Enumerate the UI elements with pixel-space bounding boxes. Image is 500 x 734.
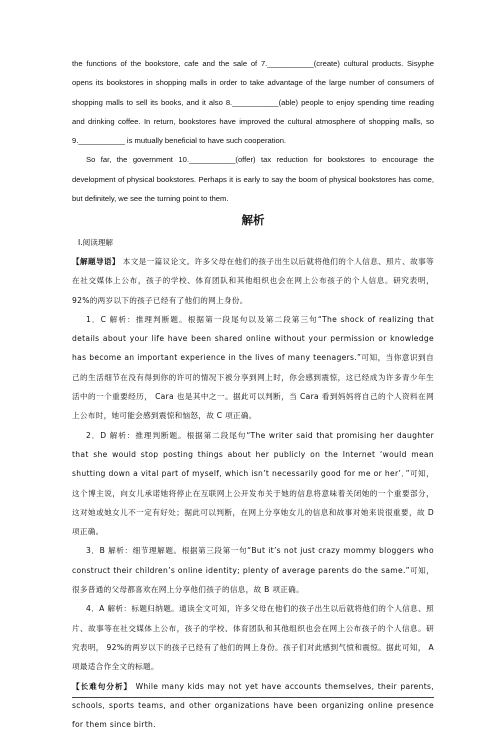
long-sentence-label: 【长难句分析】 bbox=[72, 682, 132, 691]
passage-text: (offer) tax reduction for bookstores to encourage the development of physical bookstores. Perhaps it is early to say the boom of physical bookstores has come, but definitely, we see the turning point to them. bbox=[72, 155, 434, 203]
answer-2: 2．D 解析：推理判断题。根据第二段尾句“The writer said that promising her daughter that she would stop posting things about her publicly on the Internet ‘would mean shutting down a vital part of myself, which isn’t necessarily good for me or her’．”可知，这个博主说，向女儿承诺她将停止在互联网上公开发布关于她的信息将意味着关闭她的一个重要部分，这对她或她女儿不一定有好处；据此可以判断，在网上分享她女儿的信息和故事对她来说很重要，故 D 项正确。 bbox=[72, 426, 434, 542]
blank-7: ___________ bbox=[267, 59, 313, 68]
passage-text: (create) cultural products. Sisyphe opens its bookstores in shopping malls in order to take advantage of the large number of consumers of shopping malls to sell its books, and it also 8. bbox=[72, 59, 434, 107]
answer-1: 1．C 解析：推理判断题。根据第一段尾句以及第二段第三句“The shock of realizing that details about your life have been shared online without your permission or knowledge has become an important experience in the lives of many teenagers.”可知，当你意识到自己的生活细节在没有得到你的许可的情况下被分享到网上时，你会感到震惊，这已经成为许多青少年生活中的一个重要经历， Cara 也是其中之一。据此可以判断，当 Cara 看到妈妈将自己的个人资料在网上公布时，她可能会感到震惊和恼怒，故 C 项正确。 bbox=[72, 310, 434, 426]
long-sentence-paragraph bbox=[72, 677, 434, 734]
answer-4: 4．A 解析：标题归纳题。通读全文可知，许多父母在他们的孩子出生以后就将他们的个人信息、照片、故事等在社交媒体上公布，孩子的学校、体育团队和其他组织也会在网上公布孩子的个人信息。研究表明， 92%的两岁以下的孩子已经有了他们的网上身份。孩子们对此感到气愤和震惊。据此可知， A 项最适合作全文的标题。 bbox=[72, 599, 434, 676]
passage-text: (able) people to enjoy spending time reading and drinking coffee. In return, bookstores have improved the cultural atmosphere of shopping malls, so 9. bbox=[72, 98, 434, 146]
guide-text: 本文是一篇议论文。许多父母在他们的孩子出生以后就将他们的个人信息、照片、故事等在社交媒体上公布，孩子的学校、体育团队和其他组织也会在网上公布孩子的个人信息。研究表明， 92%的两岁以下的孩子已经有了他们的网上身份。 bbox=[72, 257, 434, 305]
long-sentence-text: While many kids may not yet have accounts themselves, their parents, schools, sports teams, and other organizations have been organizing online presence for them since birth. bbox=[72, 682, 434, 730]
footer-divider bbox=[72, 697, 434, 698]
passage-text: So far, the government 10. bbox=[86, 155, 189, 164]
blank-10: ___________ bbox=[189, 155, 235, 164]
passage-paragraph-1 bbox=[72, 54, 434, 150]
guide-paragraph bbox=[72, 252, 434, 310]
section-heading: Ⅰ.阅读理解 bbox=[72, 233, 434, 252]
answer-3: 3．B 解析：细节理解题。根据第三段第一句“But it’s not just crazy mommy bloggers who construct their children’s online identity; plenty of average parents do the same.”可知，很多普通的父母都喜欢在网上分享他们孩子的信息，故 B 项正确。 bbox=[72, 541, 434, 599]
analysis-title: 解析 bbox=[72, 211, 434, 230]
passage-paragraph-2 bbox=[72, 150, 434, 208]
blank-8: ___________ bbox=[232, 98, 278, 107]
blank-9: ___________ bbox=[78, 136, 124, 145]
guide-label: 【解题导语】 bbox=[72, 257, 120, 266]
document-body bbox=[72, 54, 434, 734]
passage-text: the functions of the bookstore, cafe and the sale of 7. bbox=[72, 59, 267, 68]
passage-text: is mutually beneficial to have such cooperation. bbox=[125, 136, 286, 145]
